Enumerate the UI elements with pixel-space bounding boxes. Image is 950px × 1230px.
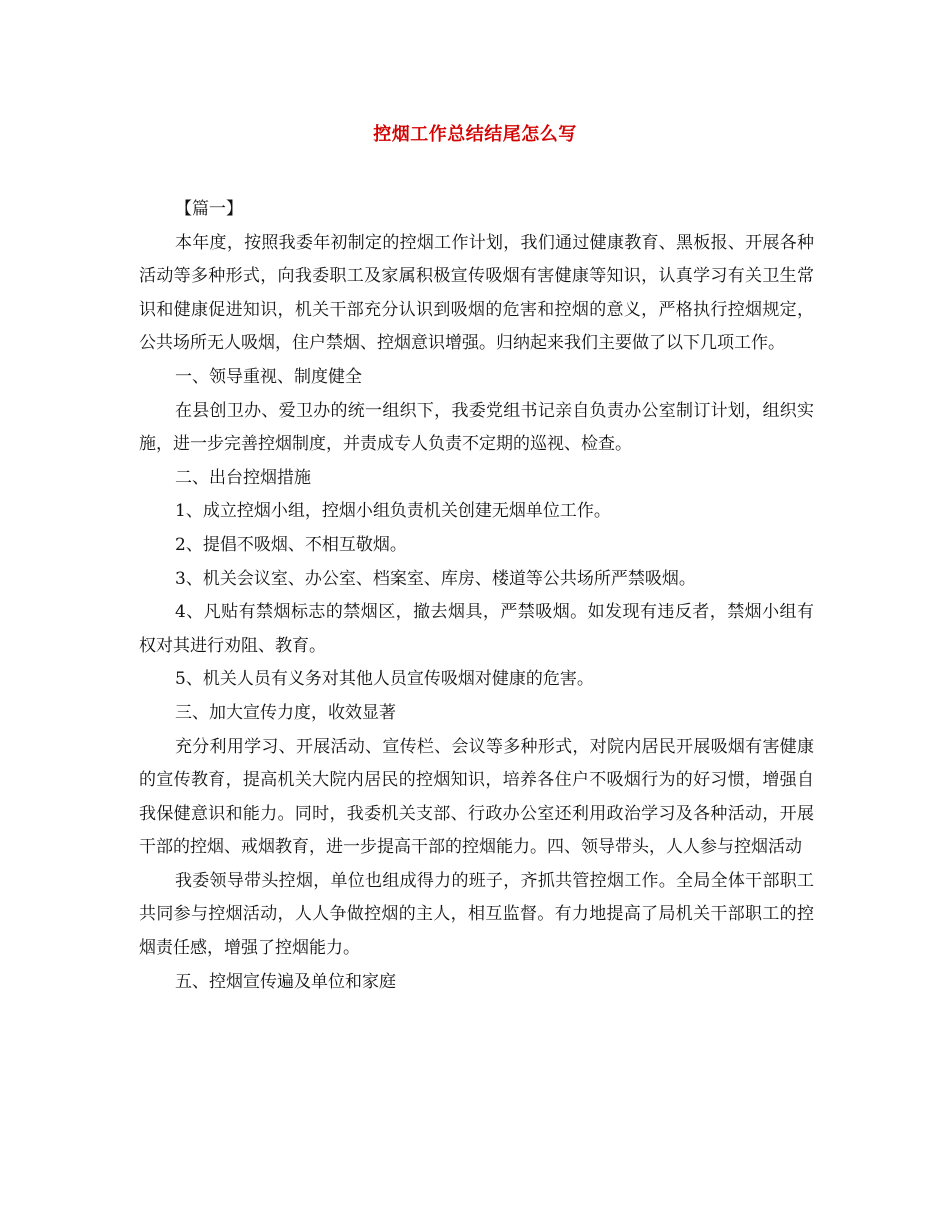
document-title: 控烟工作总结结尾怎么写: [373, 124, 577, 145]
paragraph: 在县创卫办、爱卫办的统一组织下，我委党组书记亲自负责办公室制订计划，组织实施，进一步完善控烟制度，并责成专人负责不定期的巡视、检查。: [139, 400, 814, 455]
list-item: 4、凡贴有禁烟标志的禁烟区，撤去烟具，严禁吸烟。如发现有违反者，禁烟小组有权对其进行劝阻、教育。: [139, 602, 814, 656]
document-body: [139, 193, 814, 999]
section-heading: 三、加大宣传力度，收效显著: [175, 702, 396, 723]
list-item: 2、提倡不吸烟、不相互敬烟。: [175, 534, 407, 555]
paragraph: 我委领导带头控烟，单位也组成得力的班子，齐抓共管控烟工作。全局全体干部职工共同参与控烟活动，人人争做控烟的主人，相互监督。有力地提高了局机关干部职工的控烟责任感，增强了控烟能力。: [139, 870, 814, 959]
section-heading: 二、出台控烟措施: [175, 467, 311, 488]
paragraph: 充分利用学习、开展活动、宣传栏、会议等多种形式，对院内居民开展吸烟有害健康的宣传教育，提高机关大院内居民的控烟知识，培养各住户不吸烟行为的好习惯，增强自我保健意识和能力。同时，我委机关支部、行政办公室还利用政治学习及各种活动，开展干部的控烟、戒烟教育，进一步提高干部的控烟能力。四、领导带头，人人参与控烟活动: [139, 736, 814, 858]
list-item: 5、机关人员有义务对其他人员宣传吸烟对健康的危害。: [175, 669, 594, 690]
paragraph: 本年度，按照我委年初制定的控烟工作计划，我们通过健康教育、黑板报、开展各种活动等多种形式，向我委职工及家属积极宣传吸烟有害健康等知识，认真学习有关卫生常识和健康促进知识，机关干部充分认识到吸烟的危害和控烟的意义，严格执行控烟规定，公共场所无人吸烟，住户禁烟、控烟意识增强。归纳起来我们主要做了以下几项工作。: [139, 232, 814, 354]
section-label: 【篇一】: [175, 199, 243, 219]
section-heading: 一、领导重视、制度健全: [175, 366, 362, 387]
section-heading: 五、控烟宣传遍及单位和家庭: [175, 971, 396, 992]
list-item: 3、机关会议室、办公室、档案室、库房、楼道等公共场所严禁吸烟。: [175, 568, 696, 589]
list-item: 1、成立控烟小组，控烟小组负责机关创建无烟单位工作。: [175, 501, 611, 522]
